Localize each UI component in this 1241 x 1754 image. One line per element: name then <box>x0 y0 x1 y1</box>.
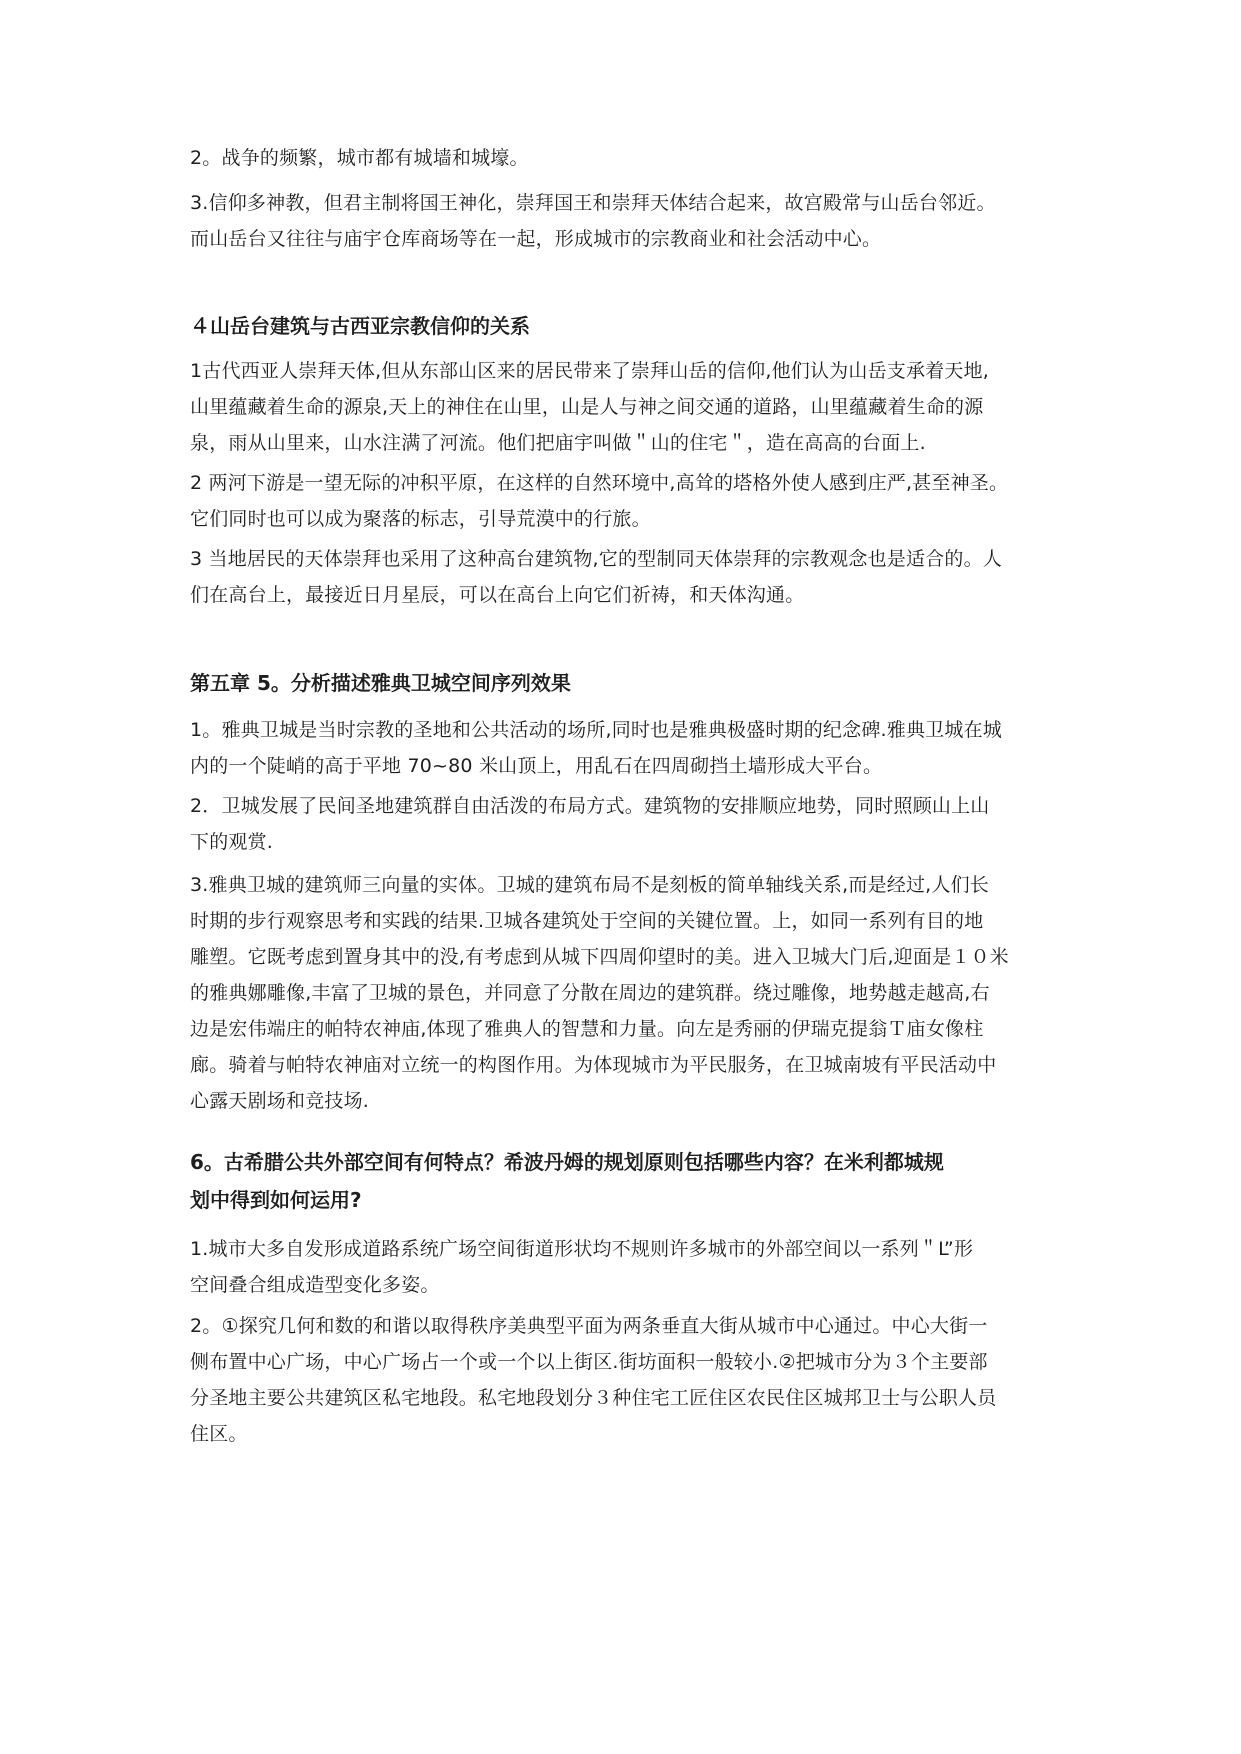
section-4-paragraph-1: 1古代西亚人崇拜天体,但从东部山区来的居民带来了崇拜山岳的信仰,他们认为山岳支承着天地, 山里蕴藏着生命的源泉,天上的神住在山里，山是人与神之间交通的道路，山里蕴藏着生命的源 泉，雨从山里来，山水注满了河流。他们把庙宇叫做＂山的住宅＂，造在高高的台面上. <box>190 360 990 454</box>
section-6-paragraph-2: 2。①探究几何和数的和谐以取得秩序美典型平面为两条垂直大街从城市中心通过。中心大街一 侧布置中心广场，中心广场占一个或一个以上街区.街坊面积一般较小.②把城市分为３个主要部 分圣地主要公共建筑区私宅地段。私宅地段划分３种住宅工匠住区农民住区城邦卫士与公职人员 住区。 <box>190 1315 997 1445</box>
paragraph-2-warfare: 2。战争的频繁，城市都有城墙和城壕。 <box>190 147 529 169</box>
section-5-paragraph-1: 1。雅典卫城是当时宗教的圣地和公共活动的场所,同时也是雅典极盛时期的纪念碑.雅典卫城在城 内的一个陡峭的高于平地 70~80 米山顶上，用乱石在四周砌挡土墙形成大平台。 <box>190 719 1002 777</box>
section-5-paragraph-3: 3.雅典卫城的建筑师三向量的实体。卫城的建筑布局不是刻板的简单轴线关系,而是经过,人们长 时期的步行观察思考和实践的结果.卫城各建筑处于空间的关键位置。上，如同一系列有目的地 雕塑。它既考虑到置身其中的没,有考虑到从城下四周仰望时的美。进入卫城大门后,迎面是１０米 的雅典娜雕像,丰富了卫城的景色，并同意了分散在周边的建筑群。绕过雕像，地势越走越高,右 边是宏伟端庄的帕特农神庙,体现了雅典人的智慧和力量。向左是秀丽的伊瑞克提翁Ｔ庙女像柱 廊。骑着与帕特农神庙对立统一的构图作用。为体现城市为平民服务，在卫城南坡有平民活动中 心露天剧场和竞技场. <box>190 874 1009 1112</box>
section-6-heading: 6。古希腊公共外部空间有何特点？希波丹姆的规划原则包括哪些内容？在米利都城规 划中得到如何运用? <box>190 1150 944 1212</box>
section-4-paragraph-3: 3 当地居民的天体崇拜也采用了这种高台建筑物,它的型制同天体崇拜的宗教观念也是适合的。人 们在高台上，最接近日月星辰，可以在高台上向它们祈祷，和天体沟通。 <box>190 548 1002 606</box>
section-4-paragraph-2: 2 两河下游是一望无际的冲积平原，在这样的自然环境中,高耸的塔格外使人感到庄严,甚至神圣。 它们同时也可以成为聚落的标志，引导荒漠中的行旅。 <box>190 472 1009 530</box>
paragraph-3-polytheism: 3.信仰多神教，但君主制将国王神化，崇拜国王和崇拜天体结合起来，故宫殿常与山岳台邻近。 而山岳台又往往与庙宇仓库商场等在一起，形成城市的宗教商业和社会活动中心。 <box>190 192 996 250</box>
section-6-paragraph-1: 1.城市大多自发形成道路系统广场空间街道形状均不规则许多城市的外部空间以一系列＂L”形 空间叠合组成造型变化多姿。 <box>190 1238 974 1296</box>
section-5-paragraph-2: 2．卫城发展了民间圣地建筑群自由活泼的布局方式。建筑物的安排顺应地势，同时照顾山上山 下的观赏. <box>190 795 990 853</box>
section-5-heading: 第五章 5。分析描述雅典卫城空间序列效果 <box>190 671 571 695</box>
section-4-heading: ４山岳台建筑与古西亚宗教信仰的关系 <box>190 314 530 338</box>
